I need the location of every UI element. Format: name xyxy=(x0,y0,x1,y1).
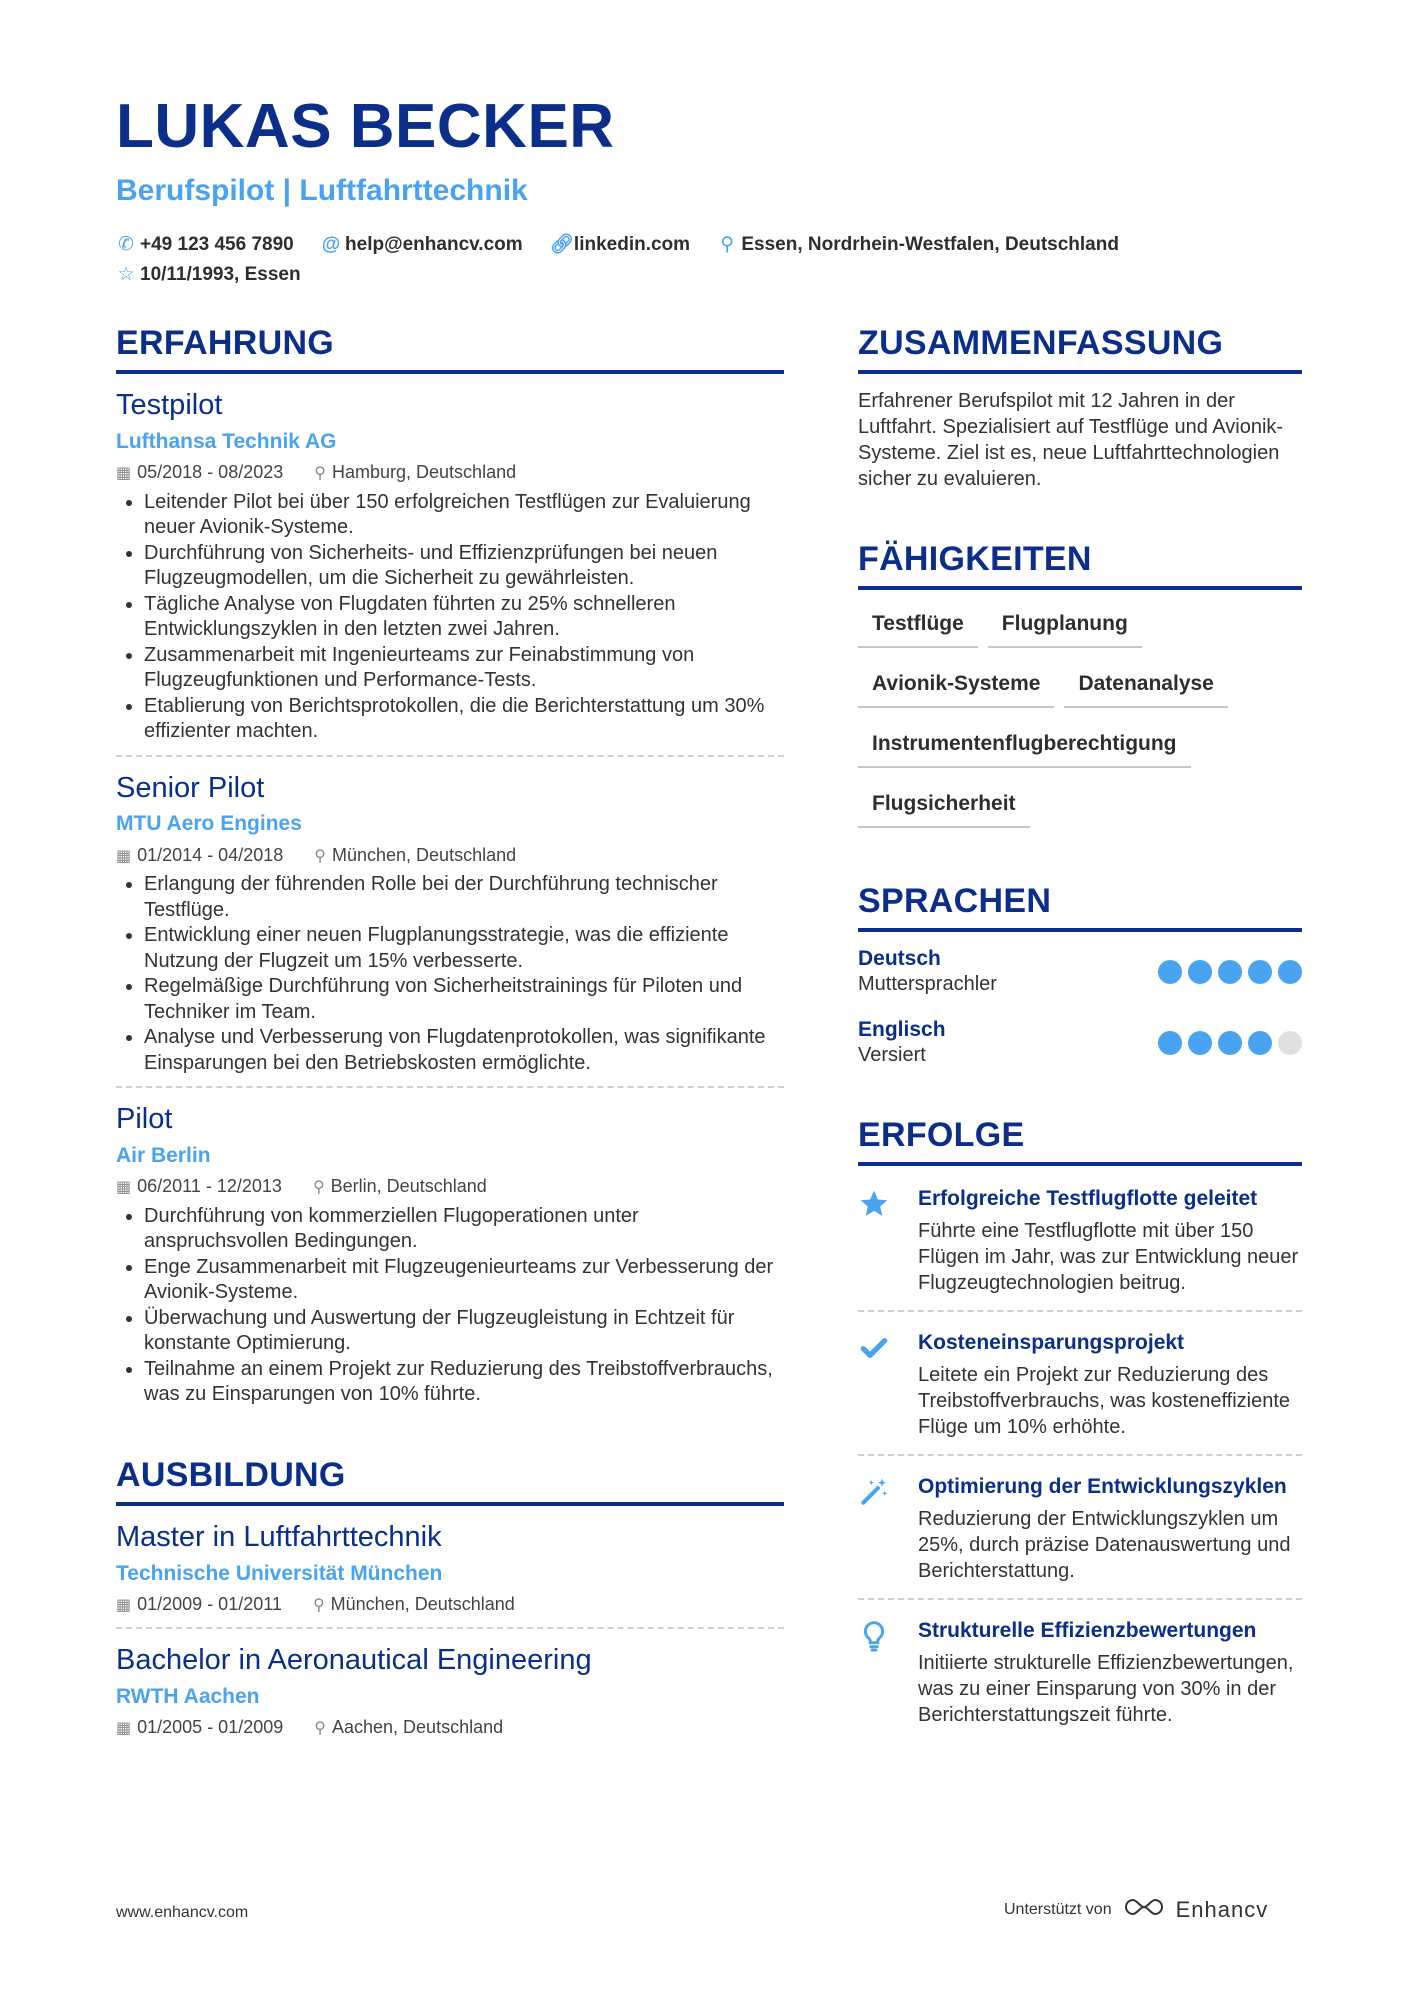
job-bullets xyxy=(116,872,784,1076)
language-item xyxy=(858,946,1302,997)
achievement-title: Kosteneinsparungsprojekt xyxy=(918,1331,1185,1355)
bullet-item: • Zusammenarbeit mit Ingenieurteams zur Feinabstimmung von Flugzeugfunktionen und Performance-Tests. xyxy=(144,643,784,694)
calendar-icon: ▦ xyxy=(116,1179,132,1197)
achievement-title: Strukturelle Effizienzbewertungen xyxy=(918,1619,1257,1643)
email-text: help@enhancv.com xyxy=(345,234,523,255)
education-degree: Master in Luftfahrttechnik xyxy=(116,1520,442,1553)
star-outline-icon: ☆ xyxy=(117,264,135,285)
bullet-item: • Tägliche Analyse von Flugdaten führten zu 25% schnelleren Entwicklungszyklen in den letzten zwei Jahren. xyxy=(144,592,784,643)
education-entry xyxy=(116,1643,784,1751)
bullet-item: • Enge Zusammenarbeit mit Flugzeugenieurteams zur Verbesserung der Avionik-Systeme. xyxy=(144,1255,784,1306)
language-name: Englisch xyxy=(858,1018,946,1042)
rating-dot-filled xyxy=(1158,960,1182,984)
job-company: MTU Aero Engines xyxy=(116,812,302,836)
job-dates: 01/2014 - 04/2018 xyxy=(137,844,284,865)
language-level: Versiert xyxy=(858,1044,926,1067)
job-bullets xyxy=(116,490,784,745)
language-rating xyxy=(1158,960,1302,984)
calendar-icon: ▦ xyxy=(116,1596,132,1614)
rating-dot-filled xyxy=(1158,1031,1182,1055)
lightbulb-icon xyxy=(858,1618,918,1728)
link-icon: 🔗︎ xyxy=(549,234,575,255)
job-location: Berlin, Deutschland xyxy=(330,1176,487,1197)
check-icon xyxy=(858,1330,918,1440)
candidate-name: LUKAS BECKER xyxy=(116,92,615,161)
linkedin-contact[interactable] xyxy=(550,230,690,260)
map-pin-icon: ⚲ xyxy=(314,464,326,482)
bullet-item: • Regelmäßige Durchführung von Sicherheitstrainings für Piloten und Techniker im Team. xyxy=(144,974,784,1025)
magic-wand-icon xyxy=(858,1474,918,1584)
job-bullets xyxy=(116,1204,784,1408)
rating-dot-filled xyxy=(1218,960,1242,984)
job-dates: 05/2018 - 08/2023 xyxy=(137,461,284,482)
skill-tag: Testflüge xyxy=(858,604,978,648)
email-contact[interactable] xyxy=(321,230,523,260)
map-pin-icon: ⚲ xyxy=(720,234,735,255)
footer-branding xyxy=(1004,1896,1268,1923)
languages-heading: SPRACHEN xyxy=(858,884,1302,932)
education-entry xyxy=(116,1520,784,1630)
summary-heading: ZUSAMMENFASSUNG xyxy=(858,326,1302,374)
bullet-item: • Teilnahme an einem Projekt zur Reduzierung des Treibstoffverbrauchs, was zu Einsparungen von 10% führte. xyxy=(144,1357,784,1408)
linkedin-text: linkedin.com xyxy=(573,234,691,255)
phone-icon: ✆ xyxy=(118,234,134,255)
job-company: Air Berlin xyxy=(116,1143,211,1167)
rating-dot-empty xyxy=(1278,1031,1302,1055)
experience-heading: ERFAHRUNG xyxy=(116,326,784,374)
language-item xyxy=(858,1017,1302,1068)
birth-text: 10/11/1993, Essen xyxy=(140,264,301,285)
right-column xyxy=(858,326,1302,1754)
powered-by-text: Unterstützt von xyxy=(1004,1900,1112,1918)
summary-text: Erfahrener Berufspilot mit 12 Jahren in der Luftfahrt. Spezialisiert auf Testflüge und Avionik-Systeme. Ziel ist es, neue Luftfahrttechnologien sicher zu evaluieren. xyxy=(858,390,1284,490)
skills-list xyxy=(858,604,1302,844)
language-level: Muttersprachler xyxy=(858,973,997,996)
bullet-item: • Entwicklung einer neuen Flugplanungsstrategie, was die effiziente Nutzung der Flugzeit um 15% verbesserte. xyxy=(144,923,784,974)
calendar-icon: ▦ xyxy=(116,847,132,865)
job-dates: 06/2011 - 12/2013 xyxy=(137,1176,282,1197)
job-meta xyxy=(116,845,784,867)
education-school: Technische Universität München xyxy=(116,1561,443,1585)
language-name: Deutsch xyxy=(858,947,941,970)
map-pin-icon: ⚲ xyxy=(314,1720,326,1738)
rating-dot-filled xyxy=(1218,1031,1242,1055)
phone-text: +49 123 456 7890 xyxy=(140,234,294,255)
job-entry xyxy=(116,1102,784,1418)
job-entry xyxy=(116,388,784,757)
education-location: Aachen, Deutschland xyxy=(332,1717,504,1738)
map-pin-icon: ⚲ xyxy=(312,1179,325,1197)
bullet-item: • Analyse und Verbesserung von Flugdatenprotokollen, was signifikante Einsparungen bei den Betriebskosten ermöglichte. xyxy=(144,1025,784,1076)
education-meta xyxy=(116,1717,784,1739)
skill-tag: Flugsicherheit xyxy=(858,784,1030,828)
rating-dot-filled xyxy=(1188,1031,1212,1055)
rating-dot-filled xyxy=(1248,1031,1272,1055)
contact-info xyxy=(116,230,1316,290)
achievement-text: Führte eine Testflugflotte mit über 150 Flügen im Jahr, was zur Entwicklung neuer Flugzeugtechnologien beitrug. xyxy=(918,1220,1299,1295)
location-text: Essen, Nordrhein-Westfalen, Deutschland xyxy=(741,234,1119,255)
at-icon: @ xyxy=(321,234,341,255)
achievement-item xyxy=(858,1324,1302,1456)
calendar-icon: ▦ xyxy=(116,464,132,482)
job-location: Hamburg, Deutschland xyxy=(332,461,517,482)
skill-tag: Flugplanung xyxy=(988,604,1142,648)
bullet-item: • Erlangung der führenden Rolle bei der Durchführung technischer Testflüge. xyxy=(144,872,784,923)
phone-contact[interactable] xyxy=(116,230,294,260)
calendar-icon: ▦ xyxy=(116,1720,132,1738)
achievement-item xyxy=(858,1468,1302,1600)
education-dates: 01/2005 - 01/2009 xyxy=(137,1717,284,1738)
education-degree: Bachelor in Aeronautical Engineering xyxy=(116,1644,592,1677)
enhancv-logo-icon xyxy=(1122,1896,1166,1923)
job-entry xyxy=(116,771,784,1089)
footer-website[interactable]: www.enhancv.com xyxy=(116,1904,249,1921)
left-column xyxy=(116,326,784,1765)
job-meta xyxy=(116,462,784,484)
skill-tag: Datenanalyse xyxy=(1064,664,1227,708)
achievement-item xyxy=(858,1612,1302,1742)
job-meta xyxy=(116,1176,784,1198)
education-school: RWTH Aachen xyxy=(116,1685,260,1709)
achievement-text: Leitete ein Projekt zur Reduzierung des Treibstoffverbrauchs, was kosteneffiziente Flüge um 10% erhöhte. xyxy=(918,1364,1291,1439)
achievements-heading: ERFOLGE xyxy=(858,1118,1302,1166)
job-role: Pilot xyxy=(116,1103,173,1136)
achievement-title: Optimierung der Entwicklungszyklen xyxy=(918,1475,1287,1499)
job-role: Testpilot xyxy=(116,389,223,421)
candidate-title: Berufspilot | Luftfahrttechnik xyxy=(116,174,528,207)
skill-tag: Instrumentenflugberechtigung xyxy=(858,724,1191,768)
achievement-text: Reduzierung der Entwicklungszyklen um 25%, durch präzise Datenauswertung und Berichterstattung. xyxy=(918,1508,1291,1583)
brand-name: Enhancv xyxy=(1175,1896,1269,1922)
bullet-item: • Durchführung von kommerziellen Flugoperationen unter anspruchsvollen Bedingungen. xyxy=(144,1204,784,1255)
rating-dot-filled xyxy=(1278,960,1302,984)
map-pin-icon: ⚲ xyxy=(314,847,326,865)
location-contact xyxy=(717,230,1119,260)
language-rating xyxy=(1158,1031,1302,1055)
education-location: München, Deutschland xyxy=(330,1593,515,1614)
rating-dot-filled xyxy=(1248,960,1272,984)
birth-contact xyxy=(116,260,301,290)
skills-heading: FÄHIGKEITEN xyxy=(858,542,1302,590)
bullet-item: • Etablierung von Berichtsprotokollen, die die Berichterstattung um 30% effizienter machten. xyxy=(144,694,784,745)
map-pin-icon: ⚲ xyxy=(312,1596,325,1614)
education-heading: AUSBILDUNG xyxy=(116,1458,784,1506)
bullet-item: • Leitender Pilot bei über 150 erfolgreichen Testflügen zur Evaluierung neuer Avionik-Systeme. xyxy=(144,490,784,541)
job-company: Lufthansa Technik AG xyxy=(116,429,337,453)
bullet-item: • Durchführung von Sicherheits- und Effizienzprüfungen bei neuen Flugzeugmodellen, um die Sicherheit zu gewährleisten. xyxy=(144,541,784,592)
achievement-text: Initiierte strukturelle Effizienzbewertungen, was zu einer Einsparung von 30% in der Berichterstattungszeit führte. xyxy=(918,1652,1294,1727)
education-dates: 01/2009 - 01/2011 xyxy=(137,1593,282,1614)
job-location: München, Deutschland xyxy=(332,844,517,865)
bullet-item: • Überwachung und Auswertung der Flugzeugleistung in Echtzeit für konstante Optimierung. xyxy=(144,1306,784,1357)
achievement-item xyxy=(858,1180,1302,1312)
job-role: Senior Pilot xyxy=(116,771,265,804)
skill-tag: Avionik-Systeme xyxy=(858,664,1054,708)
achievement-title: Erfolgreiche Testflugflotte geleitet xyxy=(918,1187,1258,1211)
rating-dot-filled xyxy=(1188,960,1212,984)
star-icon xyxy=(858,1186,918,1296)
education-meta xyxy=(116,1594,784,1616)
